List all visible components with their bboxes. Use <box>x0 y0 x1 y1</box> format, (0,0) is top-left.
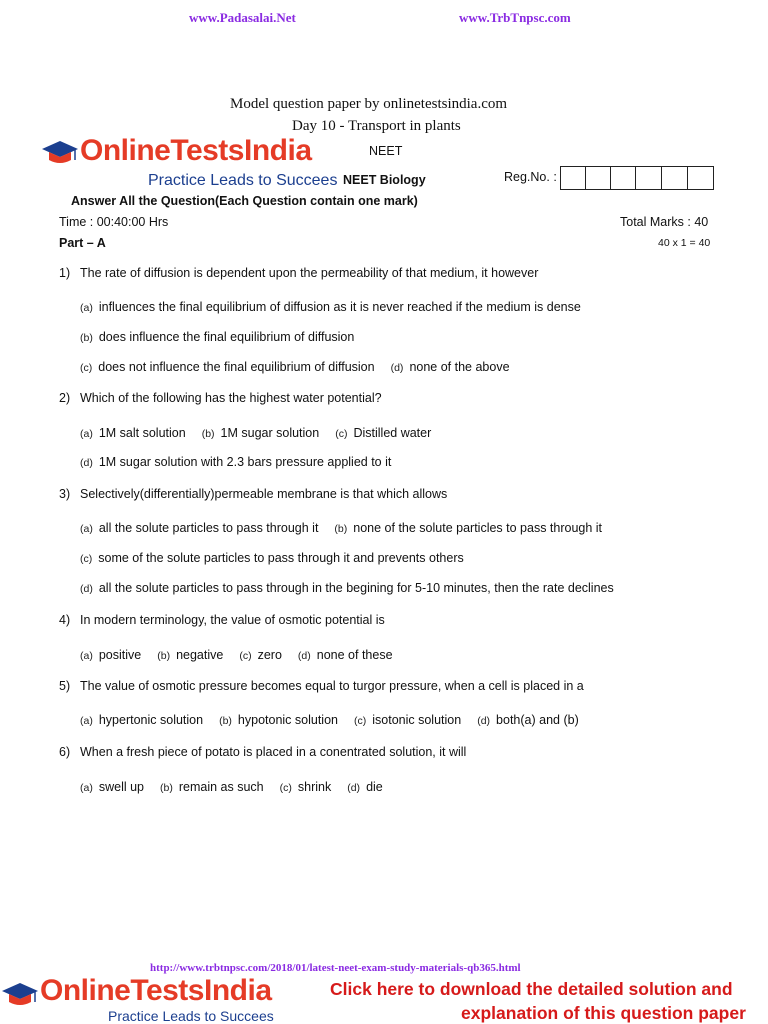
option-label: (a) <box>80 650 93 662</box>
option-c <box>80 360 375 374</box>
logo-tests: Tests <box>170 134 244 167</box>
question-text: The rate of diffusion is dependent upon the permeability of that medium, it however <box>80 266 539 280</box>
option-label: (c) <box>80 553 93 565</box>
option-text: negative <box>176 648 224 662</box>
question-number: 4) <box>59 613 71 627</box>
header-link-trbtnpsc[interactable]: www.TrbTnpsc.com <box>459 10 571 25</box>
option-text: none of the above <box>409 360 510 374</box>
question-number: 5) <box>59 679 71 693</box>
logo-tests: Tests <box>130 974 204 1007</box>
option-b <box>202 426 320 440</box>
option-row <box>80 426 447 440</box>
option-label: (c) <box>279 782 292 794</box>
option-a <box>80 300 581 314</box>
logo-wordmark <box>40 974 272 1008</box>
logo-india: India <box>204 974 272 1007</box>
graduation-cap-icon <box>0 980 40 1010</box>
option-d <box>80 455 391 469</box>
reg-no-box[interactable] <box>687 166 714 190</box>
logo-tagline: Practice Leads to Succees <box>108 1008 274 1024</box>
option-text: isotonic solution <box>372 713 462 727</box>
option-text: none of the solute particles to pass through it <box>353 521 603 535</box>
option-label: (b) <box>219 715 232 727</box>
reg-no-label: Reg.No. : <box>504 170 557 184</box>
option-label: (c) <box>335 428 348 440</box>
reg-no-box[interactable] <box>560 166 586 190</box>
option-label: (a) <box>80 302 93 314</box>
option-label: (d) <box>297 650 311 662</box>
option-label: (b) <box>157 650 171 662</box>
option-label: (a) <box>80 782 93 794</box>
option-label: (b) <box>334 523 348 535</box>
logo-online: Online <box>80 134 171 167</box>
option-label: (b) <box>201 428 215 440</box>
question-number: 3) <box>59 487 71 501</box>
paper-subtitle: Day 10 - Transport in plants <box>292 118 461 134</box>
question-text: When a fresh piece of potato is placed in a conentrated solution, it will <box>80 745 467 759</box>
option-label: (a) <box>80 523 93 535</box>
option-label: (d) <box>477 715 491 727</box>
logo-tagline: Practice Leads to Succees <box>148 172 338 189</box>
option-text: does influence the final equilibrium of diffusion <box>98 330 355 344</box>
option-b <box>80 330 354 344</box>
option-text: hypertonic solution <box>98 713 204 727</box>
option-label: (c) <box>239 650 252 662</box>
option-a <box>80 426 186 440</box>
paper-title: Model question paper by onlinetestsindia.com <box>230 96 508 112</box>
total-marks: Total Marks : 40 <box>620 215 709 229</box>
option-label: (a) <box>80 428 93 440</box>
header-link-padasalai[interactable]: www.Padasalai.Net <box>189 10 296 25</box>
option-c <box>280 780 332 794</box>
option-text: 1M salt solution <box>98 426 186 440</box>
option-text: positive <box>98 648 142 662</box>
question-number: 1) <box>59 266 71 280</box>
option-a <box>80 521 318 535</box>
option-text: die <box>366 780 383 794</box>
option-d <box>80 581 614 595</box>
option-row <box>80 780 399 794</box>
subject-name: NEET Biology <box>343 173 426 187</box>
option-b <box>219 713 338 727</box>
option-text: does not influence the final equilibrium of diffusion <box>98 360 375 374</box>
logo-wordmark <box>80 134 312 168</box>
option-label: (d) <box>347 782 361 794</box>
option-row <box>80 360 526 374</box>
exam-name: NEET <box>369 144 403 158</box>
option-c <box>239 648 282 662</box>
download-solution-link-line2[interactable]: explanation of this question paper <box>461 1003 746 1023</box>
option-text: none of these <box>316 648 393 662</box>
option-d <box>347 780 383 794</box>
option-label: (d) <box>80 583 93 595</box>
option-d <box>391 360 510 374</box>
footer-logo[interactable] <box>0 972 320 1024</box>
option-d <box>477 713 579 727</box>
option-text: shrink <box>297 780 332 794</box>
reg-no-box[interactable] <box>610 166 636 190</box>
option-a <box>80 780 144 794</box>
reg-no-box[interactable] <box>661 166 688 190</box>
option-text: remain as such <box>178 780 264 794</box>
graduation-cap-icon <box>40 138 80 168</box>
option-label: (c) <box>80 362 93 374</box>
reg-no-box[interactable] <box>585 166 611 190</box>
option-d <box>298 648 393 662</box>
onlinetestsindia-logo <box>40 136 340 196</box>
option-text: hypotonic solution <box>237 713 338 727</box>
download-solution-link[interactable]: Click here to download the detailed solution and <box>330 979 733 999</box>
option-b <box>157 648 223 662</box>
time-allowed: Time : 00:40:00 Hrs <box>59 215 169 229</box>
option-label: (d) <box>390 362 404 374</box>
question-number: 6) <box>59 745 71 759</box>
option-text: both(a) and (b) <box>496 713 579 727</box>
logo-online: Online <box>40 974 131 1007</box>
option-text: Distilled water <box>353 426 432 440</box>
option-label: (d) <box>80 457 93 469</box>
option-c <box>354 713 461 727</box>
footer-url-link[interactable]: http://www.trbtnpsc.com/2018/01/latest-neet-exam-study-materials-qb365.html <box>150 962 521 974</box>
logo-india: India <box>244 134 312 167</box>
option-text: 1M sugar solution <box>220 426 320 440</box>
question-text: Selectively(differentially)permeable membrane is that which allows <box>80 487 448 501</box>
question-text: The value of osmotic pressure becomes equal to turgor pressure, when a cell is placed in a <box>80 679 584 693</box>
reg-no-box[interactable] <box>635 166 662 190</box>
option-text: influences the final equilibrium of diffusion as it is never reached if the medium is dense <box>98 300 581 314</box>
question-text: In modern terminology, the value of osmotic potential is <box>80 613 385 627</box>
option-row <box>80 648 409 662</box>
option-text: swell up <box>98 780 145 794</box>
option-label: (c) <box>354 715 367 727</box>
option-b <box>160 780 264 794</box>
option-row <box>80 521 618 535</box>
option-text: 1M sugar solution with 2.3 bars pressure applied to it <box>98 455 392 469</box>
option-label: (a) <box>80 715 93 727</box>
option-label: (b) <box>160 782 173 794</box>
marks-formula: 40 x 1 = 40 <box>658 237 711 249</box>
option-text: all the solute particles to pass through in the begining for 5-10 minutes, then the rate declines <box>98 581 614 595</box>
option-text: all the solute particles to pass through it <box>98 521 319 535</box>
option-c <box>80 551 464 565</box>
question-text: Which of the following has the highest water potential? <box>80 391 382 405</box>
question-number: 2) <box>59 391 71 405</box>
option-label: (b) <box>80 332 93 344</box>
option-a <box>80 713 203 727</box>
option-text: zero <box>257 648 282 662</box>
option-b <box>334 521 602 535</box>
part-heading: Part – A <box>59 236 106 250</box>
option-row <box>80 713 595 727</box>
instruction: Answer All the Question(Each Question contain one mark) <box>71 194 418 208</box>
option-text: some of the solute particles to pass through it and prevents others <box>98 551 464 565</box>
option-a <box>80 648 141 662</box>
option-c <box>335 426 431 440</box>
